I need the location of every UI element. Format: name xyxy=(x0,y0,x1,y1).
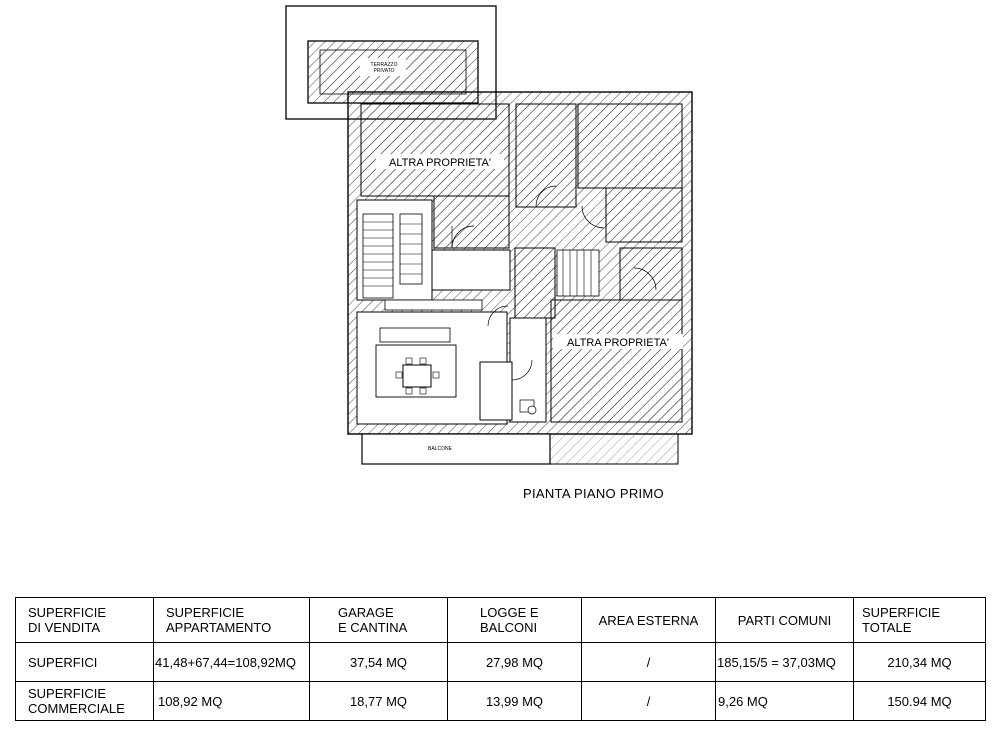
cell-totale: 150.94 MQ xyxy=(854,682,986,721)
cell-garage: 37,54 MQ xyxy=(310,643,448,682)
label-terrazzo-2: PRIVATO xyxy=(373,68,395,74)
header-superficie-totale: SUPERFICIE TOTALE xyxy=(854,598,986,643)
cell-logge: 27,98 MQ xyxy=(448,643,582,682)
header-logge-balconi: LOGGE E BALCONI xyxy=(448,598,582,643)
header-garage-cantina: GARAGE E CANTINA xyxy=(310,598,448,643)
label-balcone: BALCONE xyxy=(428,446,452,452)
cell-appartamento: 108,92 MQ xyxy=(154,682,310,721)
table-header-row xyxy=(16,598,986,643)
header-area-esterna: AREA ESTERNA xyxy=(582,598,716,643)
cell-area-esterna: / xyxy=(582,682,716,721)
cell-label: SUPERFICI xyxy=(16,643,154,682)
cell-parti-comuni: 9,26 MQ xyxy=(716,682,854,721)
label-terrazzo: TERRAZZO xyxy=(370,62,398,68)
cell-label: SUPERFICIE COMMERCIALE xyxy=(16,682,154,721)
cell-parti-comuni: 185,15/5 = 37,03MQ xyxy=(716,643,854,682)
header-parti-comuni: PARTI COMUNI xyxy=(716,598,854,643)
cell-totale: 210,34 MQ xyxy=(854,643,986,682)
header-superficie-appartamento: SUPERFICIE APPARTAMENTO xyxy=(154,598,310,643)
label-altra-proprieta-1: ALTRA PROPRIETA' xyxy=(389,157,491,169)
header-superficie-vendita: SUPERFICIE DI VENDITA xyxy=(16,598,154,643)
plan-caption: PIANTA PIANO PRIMO xyxy=(523,486,664,501)
label-altra-proprieta-2: ALTRA PROPRIETA' xyxy=(567,337,669,349)
cell-garage: 18,77 MQ xyxy=(310,682,448,721)
balcony xyxy=(362,434,678,464)
cell-area-esterna: / xyxy=(582,643,716,682)
surface-table xyxy=(15,597,986,721)
cell-logge: 13,99 MQ xyxy=(448,682,582,721)
table-row xyxy=(16,682,986,721)
table-row xyxy=(16,643,986,682)
cell-appartamento: 41,48+67,44=108,92MQ xyxy=(154,643,310,682)
